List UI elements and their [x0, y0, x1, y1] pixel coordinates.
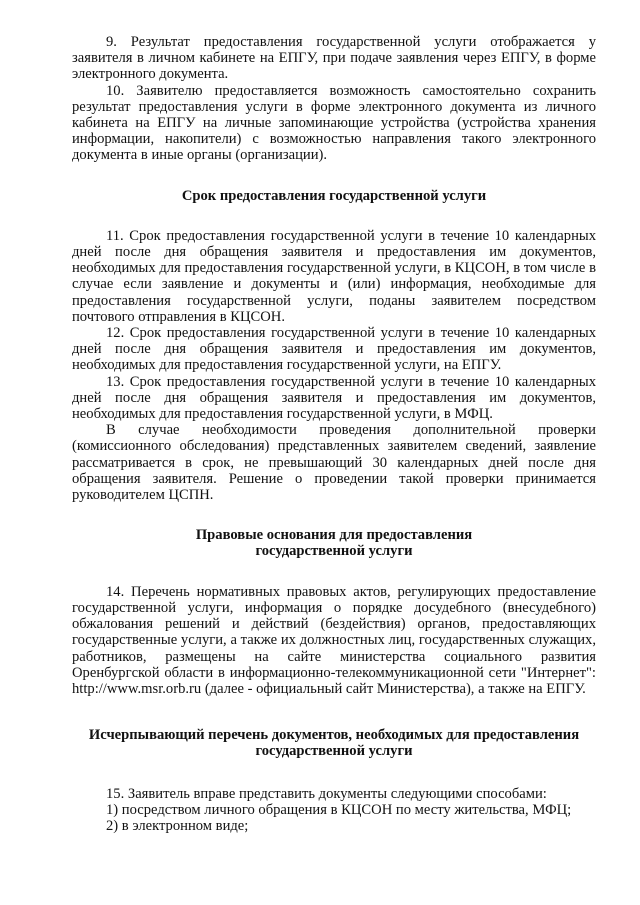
section-heading-documents-line2: государственной услуги — [255, 743, 413, 760]
paragraph-11: 11. Срок предоставления государственной услуги в течение 10 календарных дней после дня обращения заявителя и предоставления им документов, необходимых для предоставления государственной услуги, в КЦСОН, в том числе в случае если заявление и документы и (или) информация, необходимые для предоставления государственной услуги, поданы заявителем посредством почтового отправления в КЦСОН. — [72, 227, 596, 325]
paragraph-15-item-2: 2) в электронном виде; — [106, 817, 249, 834]
paragraph-15: 15. Заявитель вправе представить документы следующими способами: — [106, 785, 547, 802]
paragraph-13-additional-check: В случае необходимости проведения дополнительной проверки (комиссионного обследования) представленных заявителем сведений, заявление рассматривается в срок, не превышающий 30 календарных дней после дня обращения заявителя. Решение о проведении такой проверки принимается руководителем ЦСПН. — [72, 422, 596, 504]
paragraph-9: 9. Результат предоставления государственной услуги отображается у заявителя в личном кабинете на ЕПГУ, при подаче заявления через ЕПГУ, в форме электронного документа. — [72, 34, 596, 83]
section-heading-legal-basis-line1: Правовые основания для предоставления — [195, 527, 473, 544]
paragraph-15-item-1: 1) посредством личного обращения в КЦСОН по месту жительства, МФЦ; — [106, 801, 572, 818]
section-heading-term: Срок предоставления государственной услуги — [181, 187, 487, 204]
paragraph-10: 10. Заявителю предоставляется возможность самостоятельно сохранить результат предоставления услуги в форме электронного документа из личного кабинета на ЕПГУ на личные запоминающие устройства (устройства хранения информации, накопители) с возможностью направления такого электронного документа в иные органы (организации). — [72, 82, 596, 164]
section-heading-legal-basis-line2: государственной услуги — [255, 543, 413, 560]
paragraph-14: 14. Перечень нормативных правовых актов, регулирующих предоставление государственной услуги, информация о порядке досудебного (внесудебного) обжалования решений и действий (бездействия) органов, предоставляющих государственные услуги, а также их должностных лиц, государственных служащих, работников, размещены на сайте министерства социального развития Оренбургской области в информационно-телекоммуникационной сети "Интернет": http://www.msr.orb.ru (далее - официальный сайт Министерства), а также на ЕПГУ. — [72, 583, 596, 697]
paragraph-12: 12. Срок предоставления государственной услуги в течение 10 календарных дней после дня обращения заявителя и предоставления им документов, необходимых для предоставления государственной услуги, на ЕПГУ. — [72, 325, 596, 374]
section-heading-documents-line1: Исчерпывающий перечень документов, необходимых для предоставления — [88, 727, 580, 744]
paragraph-13: 13. Срок предоставления государственной услуги в течение 10 календарных дней после дня обращения заявителя и предоставления им документов, необходимых для предоставления государственной услуги, в МФЦ. — [72, 373, 596, 423]
